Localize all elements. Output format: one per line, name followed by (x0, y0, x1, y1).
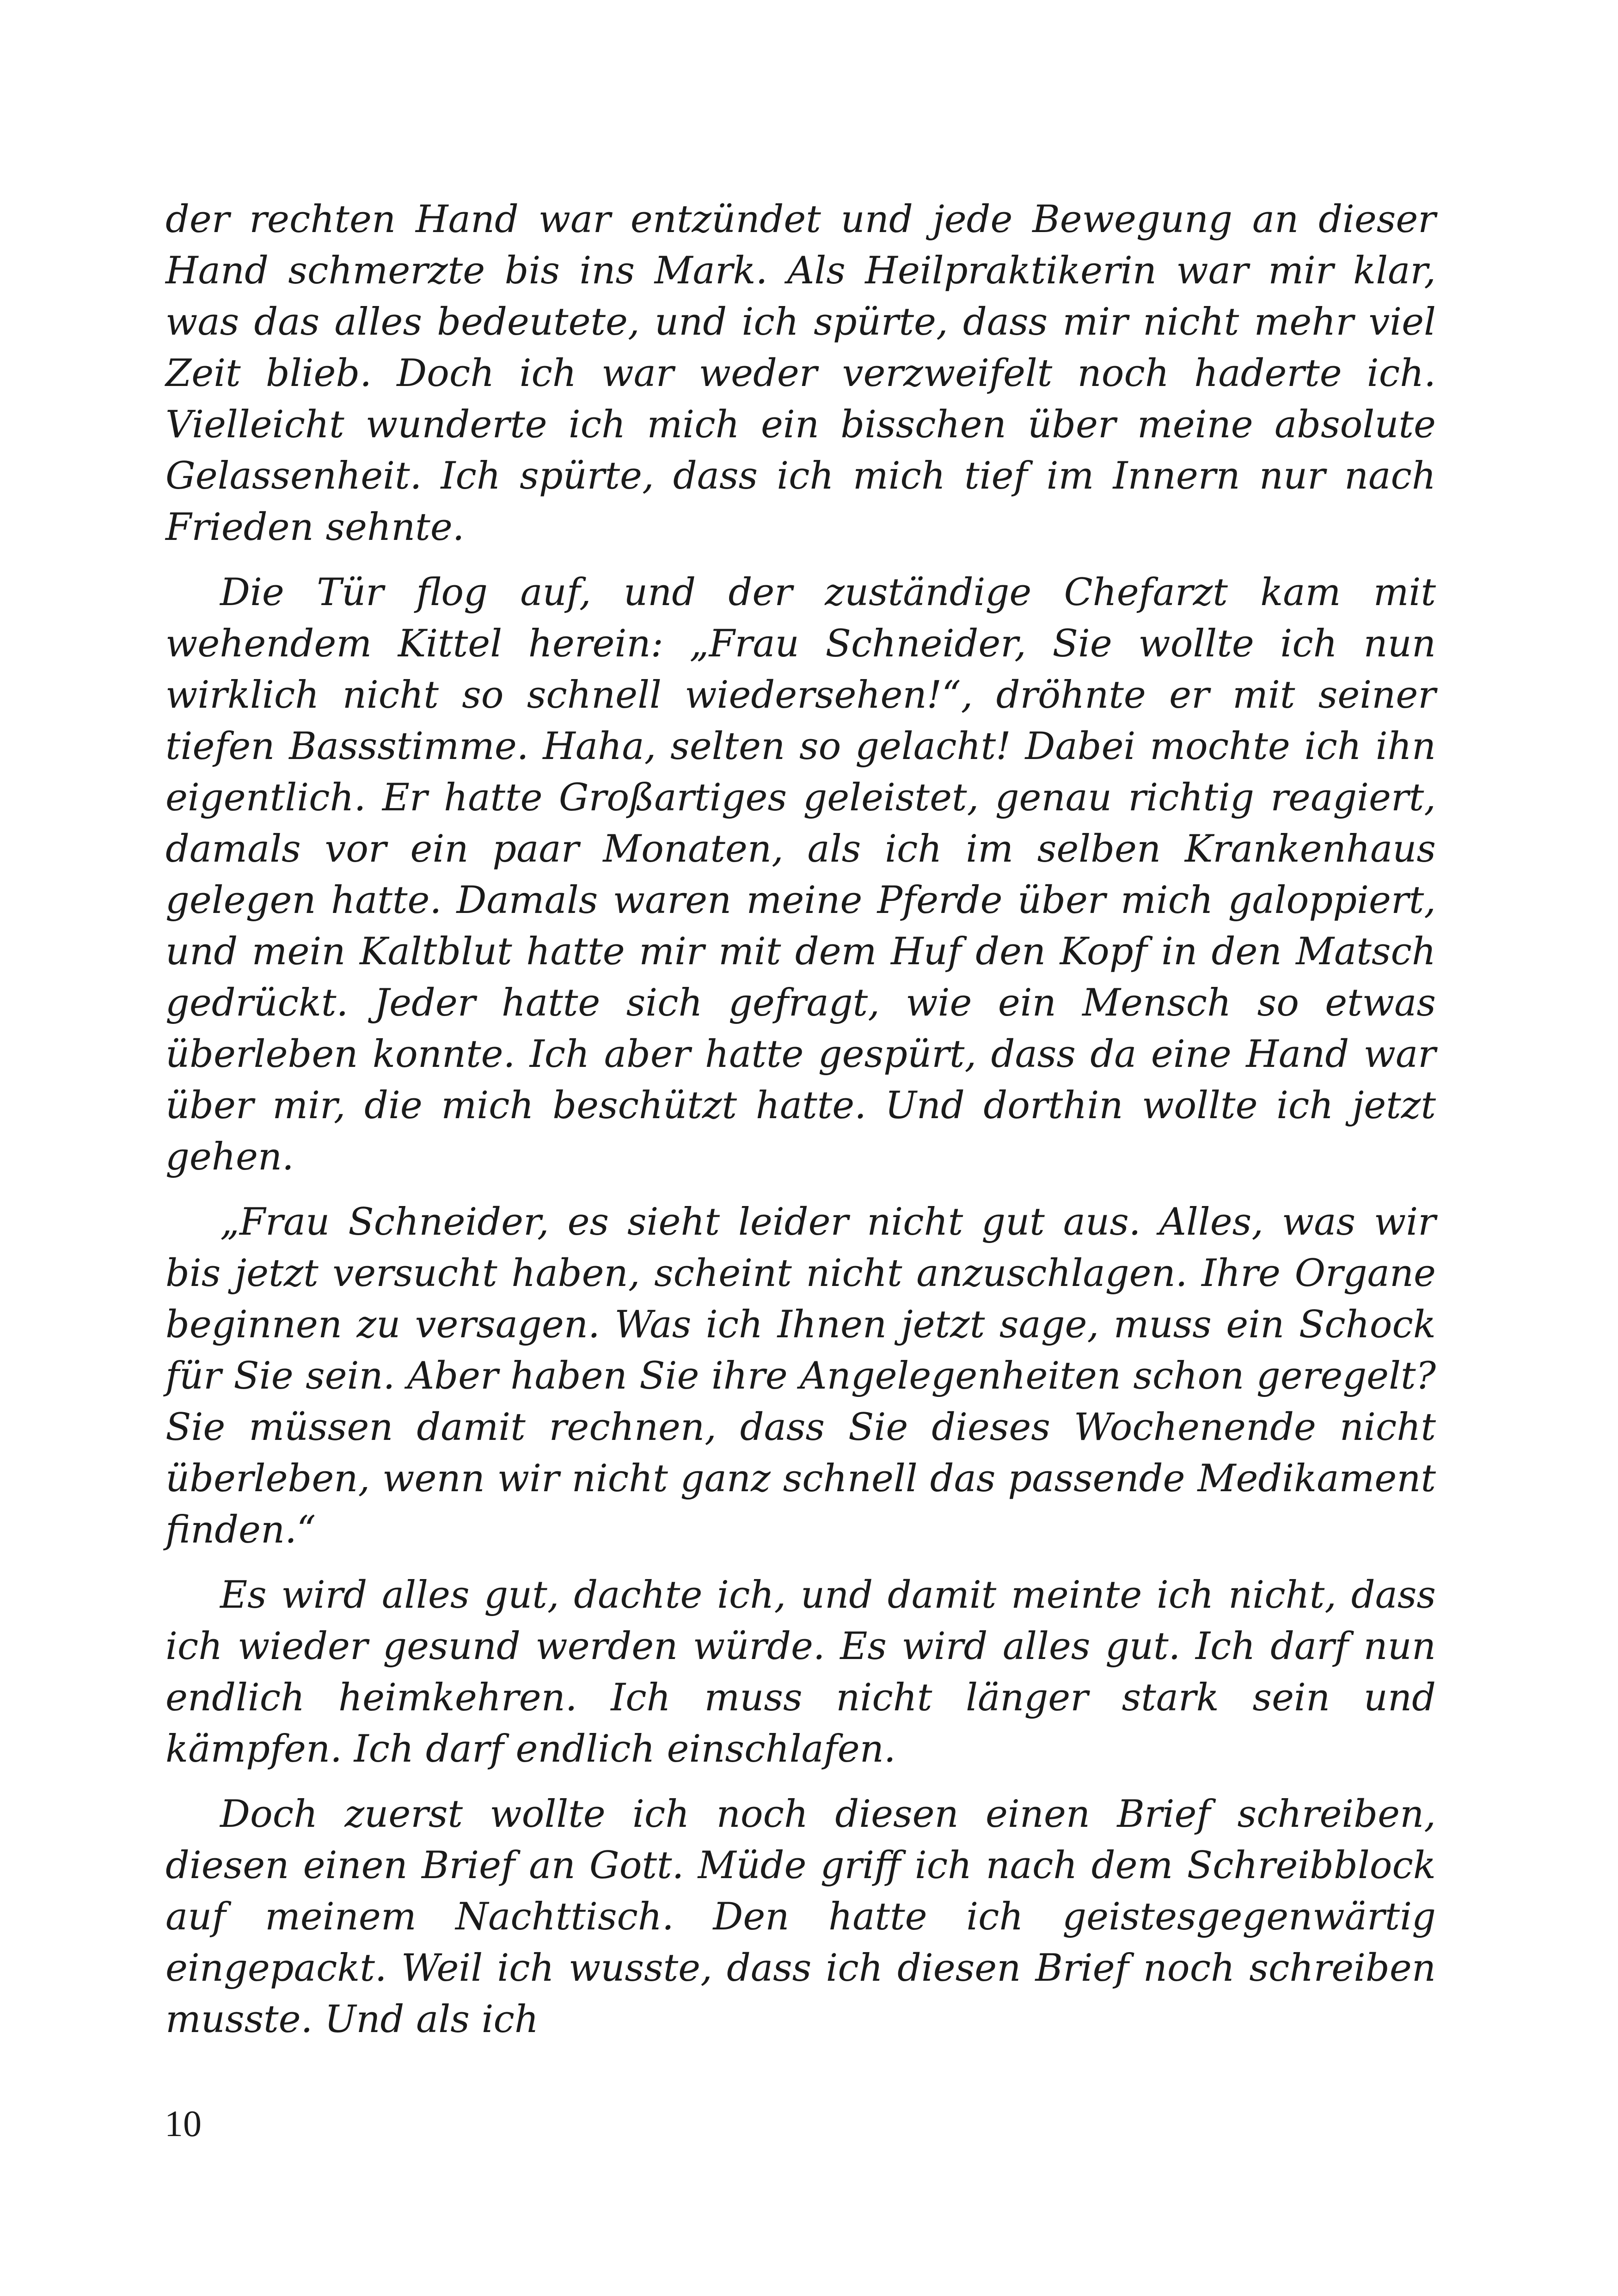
paragraph-2: Die Tür flog auf, und der zuständige Chefarzt kam mit wehendem Kittel herein: „Frau Schneider, Sie wollte ich nun wirklich nicht so schnell wiedersehen!“, dröhnte er mit seiner tiefen Bassstimme. Haha, selten so gelacht! Dabei mochte ich ihn eigentlich. Er hatte Großartiges geleistet, genau richtig reagiert, damals vor ein paar Monaten, als ich im selben Krankenhaus gelegen hatte. Damals waren meine Pferde über mich galoppiert, und mein Kaltblut hatte mir mit dem Huf den Kopf in den Matsch gedrückt. Jeder hatte sich gefragt, wie ein Mensch so etwas überleben konnte. Ich aber hatte gespürt, dass da eine Hand war über mir, die mich beschützt hatte. Und dorthin wollte ich jetzt gehen. (165, 571, 1436, 1179)
page-number: 10 (165, 2104, 202, 2144)
paragraph-3: „Frau Schneider, es sieht leider nicht gut aus. Alles, was wir bis jetzt versucht haben, scheint nicht anzuschlagen. Ihre Organe beginnen zu versagen. Was ich Ihnen jetzt sage, muss ein Schock für Sie sein. Aber haben Sie ihre Angelegenheiten schon geregelt? Sie müssen damit rechnen, dass Sie dieses Wochenende nicht überleben, wenn wir nicht ganz schnell das passende Medikament finden.“ (165, 1200, 1436, 1552)
paragraph-5: Doch zuerst wollte ich noch diesen einen Brief schreiben, diesen einen Brief an Gott. Müde griff ich nach dem Schreibblock auf meinem Nachttisch. Den hatte ich geistesgegenwärtig eingepackt. Weil ich wusste, dass ich diesen Brief noch schreiben musste. Und als ich (165, 1793, 1436, 2041)
paragraph-1: der rechten Hand war entzündet und jede Bewegung an dieser Hand schmerzte bis ins Mark. Als Heilpraktikerin war mir klar, was das alles bedeutete, und ich spürte, dass mir nicht mehr viel Zeit blieb. Doch ich war weder verzweifelt noch haderte ich. Vielleicht wunderte ich mich ein bisschen über meine absolute Gelassenheit. Ich spürte, dass ich mich tief im Innern nur nach Frieden sehnte. (165, 198, 1436, 549)
paragraph-4: Es wird alles gut, dachte ich, und damit meinte ich nicht, dass ich wieder gesund werden würde. Es wird alles gut. Ich darf nun endlich heimkehren. Ich muss nicht länger stark sein und kämpfen. Ich darf endlich einschlafen. (165, 1574, 1436, 1771)
body-text (165, 194, 1436, 2059)
